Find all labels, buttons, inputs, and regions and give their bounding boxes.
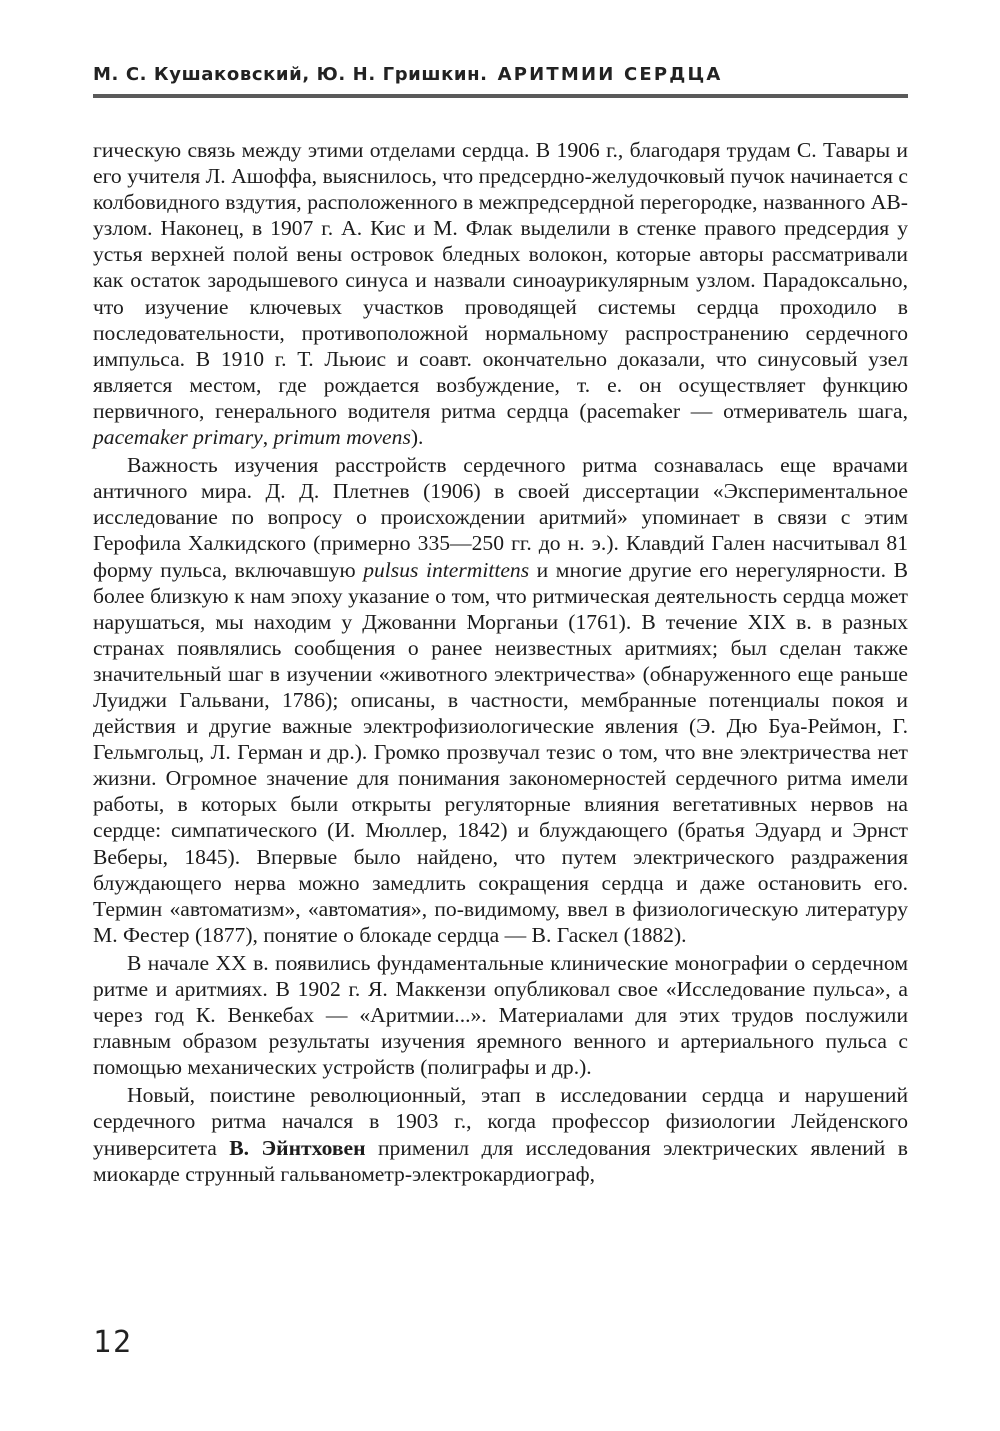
text-run-bold: В. Эйнтховен — [229, 1135, 366, 1160]
text-run: ). — [410, 425, 424, 450]
paragraph-2 — [93, 452, 908, 948]
text-run-italic: primum movens — [273, 425, 411, 450]
text-run: и многие другие его нерегулярности. В более близкую к нам эпоху указание о том, что ритмическая деятельность сердца может нарушаться, мы находим у Джованни Морганьи (1761). В течение XIX в. в разных странах появлялись сообщения о ранее неизвестных аритмиях; был сделан также значительный шаг в изучении «животного электричества» (обнаруженного еще раньше Луиджи Гальвани, 1786); описаны, в частности, мембранные потенциалы покоя и действия и другие важные электрофизиологические явления (Э. Дю Буа-Реймон, Г. Гельмгольц, Л. Герман и др.). Громко прозвучал тезис о том, что вне электричества нет жизни. Огромное значение для понимания закономерностей сердечного ритма имели работы, в которых были открыты регуляторные влияния вегетативных нервов на сердце: симпатического (И. Мюллер, 1842) и блуждающего (братья Эдуард и Эрнст Веберы, 1845). Впервые было найдено, что путем электрического раздражения блуждающего нерва можно замедлить сокращения сердца и даже остановить его. Термин «автоматизм», «автоматия», по-видимому, ввел в физиологическую литературу М. Фестер (1877), понятие о блокаде сердца — В. Гаскел (1882). — [93, 557, 908, 947]
text-run-italic: pulsus intermittens — [363, 557, 530, 582]
text-run: Важность изучения расстройств сердечного ритма сознавалась еще врачами античного мира. Д. Д. Плетнев (1906) в своей диссертации «Экспериментальное исследование по вопросу о происхождении аритмий» упоминает в связи с этим Герофила Халкидского (примерно 335—250 гг. до н. э.). Клавдий Гален насчитывал 81 форму пульса, включавшую — [93, 453, 908, 582]
running-head-authors: М. С. Кушаковский, Ю. Н. Гришкин. — [93, 64, 488, 85]
body-text — [93, 137, 908, 1187]
text-run: , — [262, 425, 274, 450]
paragraph-1 — [93, 137, 908, 450]
page-number: 12 — [93, 1325, 134, 1360]
text-run-italic: pacemaker primary — [93, 425, 263, 450]
running-head — [93, 64, 908, 85]
header-rule — [93, 94, 908, 98]
running-head-title: АРИТМИИ СЕРДЦА — [497, 64, 723, 85]
text-run: Новый, поистине революционный, этап в исследовании сердца и нарушений сердечного ритма начался в 1903 г., когда профессор физиологии Лейденского университета — [93, 1083, 908, 1160]
text-run: В начале XX в. появились фундаментальные клинические монографии о сердечном ритме и аритмиях. В 1902 г. Я. Маккензи опубликовал свое «Исследование пульса», а через год К. Венкебах — «Аритмии...». Материалами для этих трудов послужили главным образом результаты изучения яремного венного и артериального пульса с помощью механических устройств (полиграфы и др.). — [93, 950, 908, 1080]
paragraph-4 — [93, 1082, 908, 1186]
text-run: гическую связь между этими отделами сердца. В 1906 г., благодаря трудам С. Тавары и его учителя Л. Ашоффа, выяснилось, что предсердно-желудочковый пучок начинается с колбовидного вздутия, расположенного в межпредсердной перегородке, названного АВ-узлом. Наконец, в 1907 г. А. Кис и М. Флак выделили в стенке правого предсердия у устья верхней полой вены островок бледных волокон, которые авторы рассматривали как остаток зародышевого синуса и назвали синоаурикулярным узлом. Парадоксально, что изучение ключевых участков проводящей системы сердца проходило в последовательности, противоположной нормальному распространению сердечного импульса. В 1910 г. Т. Льюис и соавт. окончательно доказали, что синусовый узел является местом, где рождается возбуждение, т. е. он осуществляет функцию первичного, генерального водителя ритма сердца (pacemaker — отмериватель шага, — [93, 138, 908, 423]
paragraph-3 — [93, 950, 908, 1080]
text-run: применил для исследования электрических явлений в миокарде струнный гальванометр-электрокардиограф, — [93, 1135, 908, 1186]
